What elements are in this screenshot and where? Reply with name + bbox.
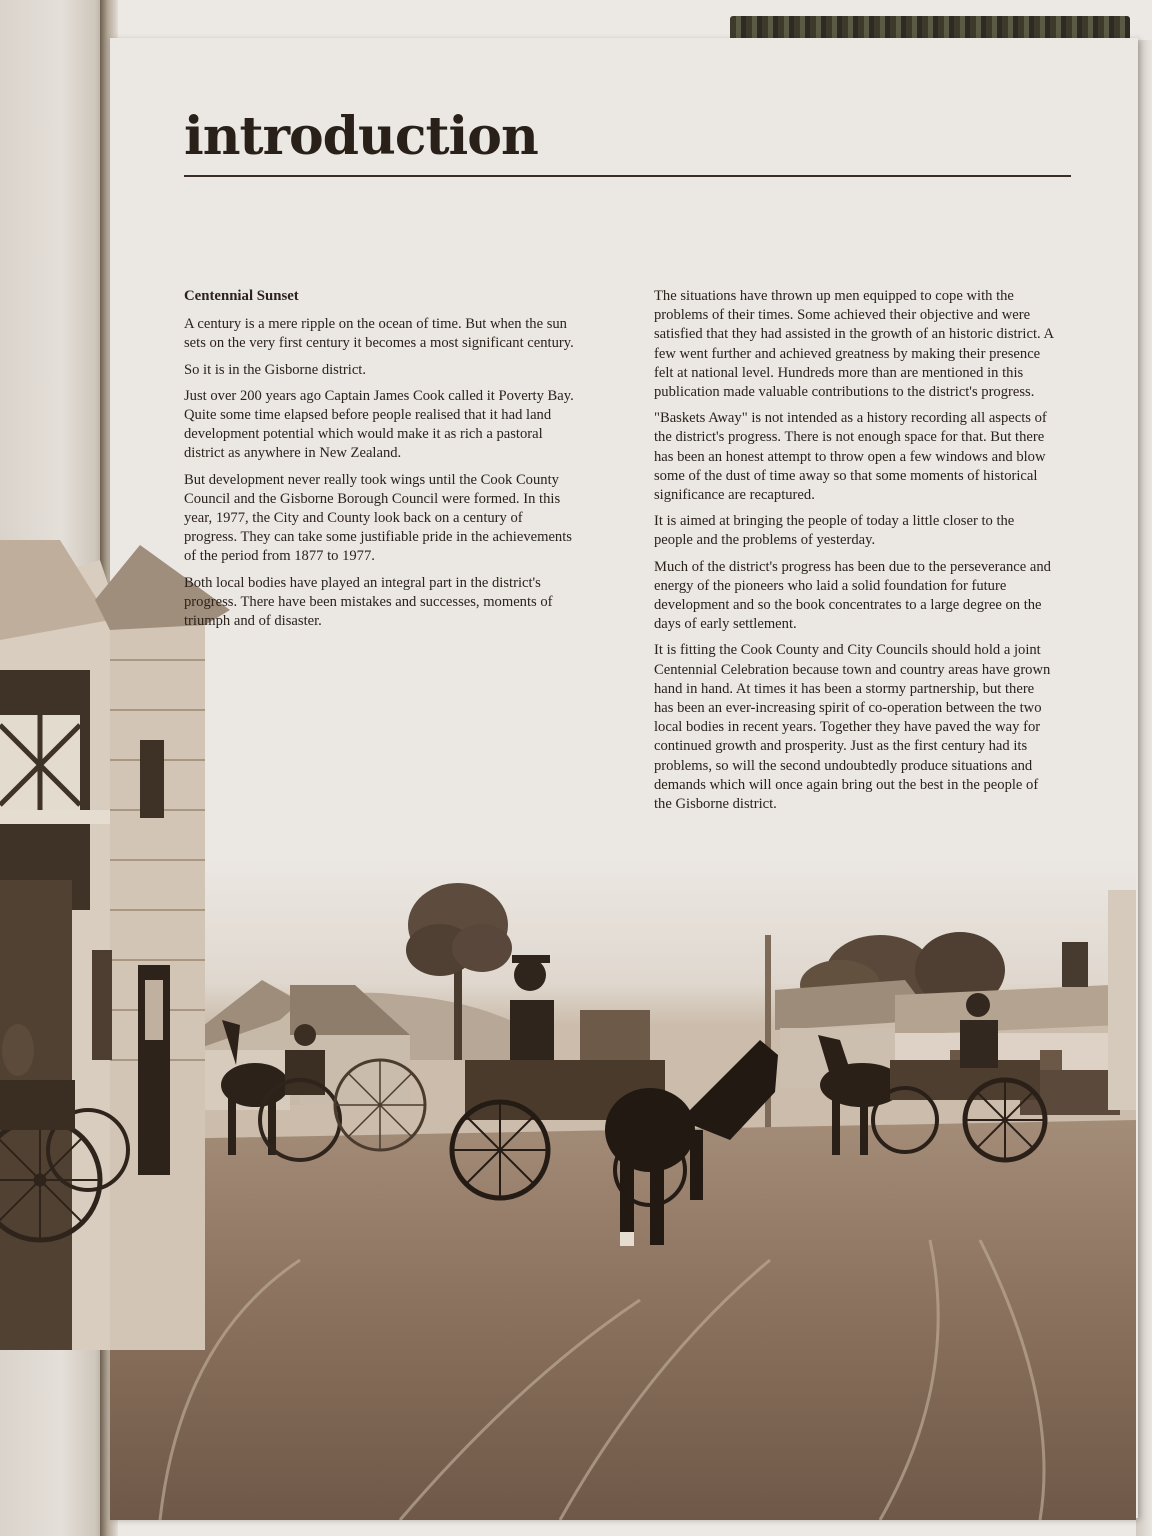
paragraph: Both local bodies have played an integral part in the district's progress. There have been mistakes and successes, moments of triumph and of disaster. (184, 574, 553, 630)
photo-building-right-edge (1108, 890, 1136, 1110)
paragraph: It is aimed at bringing the people of today a little closer to the people and the problems of yesterday. (654, 513, 1015, 549)
text-column-right (654, 287, 1056, 821)
paragraph: So it is in the Gisborne district. (184, 361, 367, 378)
photo-telegraph-pole (765, 935, 771, 1140)
paragraph: "Baskets Away" is not intended as a history recording all aspects of the district's progress. There is not enough space for that. But there has been an honest attempt to throw open a few windows and blow some of the dust of time away so that some moments of historical significance are recaptured. (654, 410, 1047, 504)
paragraph: Much of the district's progress has been due to the perseverance and energy of the pioneers who laid a solid foundation for future development and so the book concentrates to a large degree on the days of early settlement. (654, 558, 1051, 633)
section-heading: Centennial Sunset (184, 288, 299, 304)
page-title: introduction (184, 106, 538, 167)
photo-two-storey-building (0, 540, 230, 1350)
paragraph: Just over 200 years ago Captain James Cook called it Poverty Bay. Quite some time elapsed before people realised that it had land development potential which would make it as rich a pastoral district as anywhere in New Zealand. (184, 387, 574, 462)
paragraph: The situations have thrown up men equipped to cope with the problems of their times. Some achieved their objective and were satisfied that they had assisted in the growth of an historic district. A few went further and achieved greatness by making their presence felt at national level. Hundreds more than are mentioned in this publication made valuable contributions to the district's progress. (654, 288, 1054, 401)
text-column-left (184, 287, 576, 638)
title-rule (184, 175, 1071, 177)
paragraph: But development never really took wings until the Cook County Council and the Gisborne Borough Council were formed. In this year, 1977, the City and County look back on a century of progress. They can take some justifiable pride in the achievements of the period from 1877 to 1977. (184, 471, 572, 565)
paragraph: It is fitting the Cook County and City Councils should hold a joint Centennial Celebration because town and country areas have grown hand in hand. At times it has been a stormy partnership, but there has been an ever-increasing spirit of co-operation between the two local bodies in recent years. Together they have paved the way for continued growth and prosperity. Just as the first century had its problems, so will the second undoubtedly produce situations and demands which will once again bring out the best in the people of the Gisborne district. (654, 642, 1051, 813)
paragraph: A century is a mere ripple on the ocean of time. But when the sun sets on the very first century it becomes a most significant century. (184, 316, 574, 352)
page-stack-edge (1136, 40, 1152, 1536)
